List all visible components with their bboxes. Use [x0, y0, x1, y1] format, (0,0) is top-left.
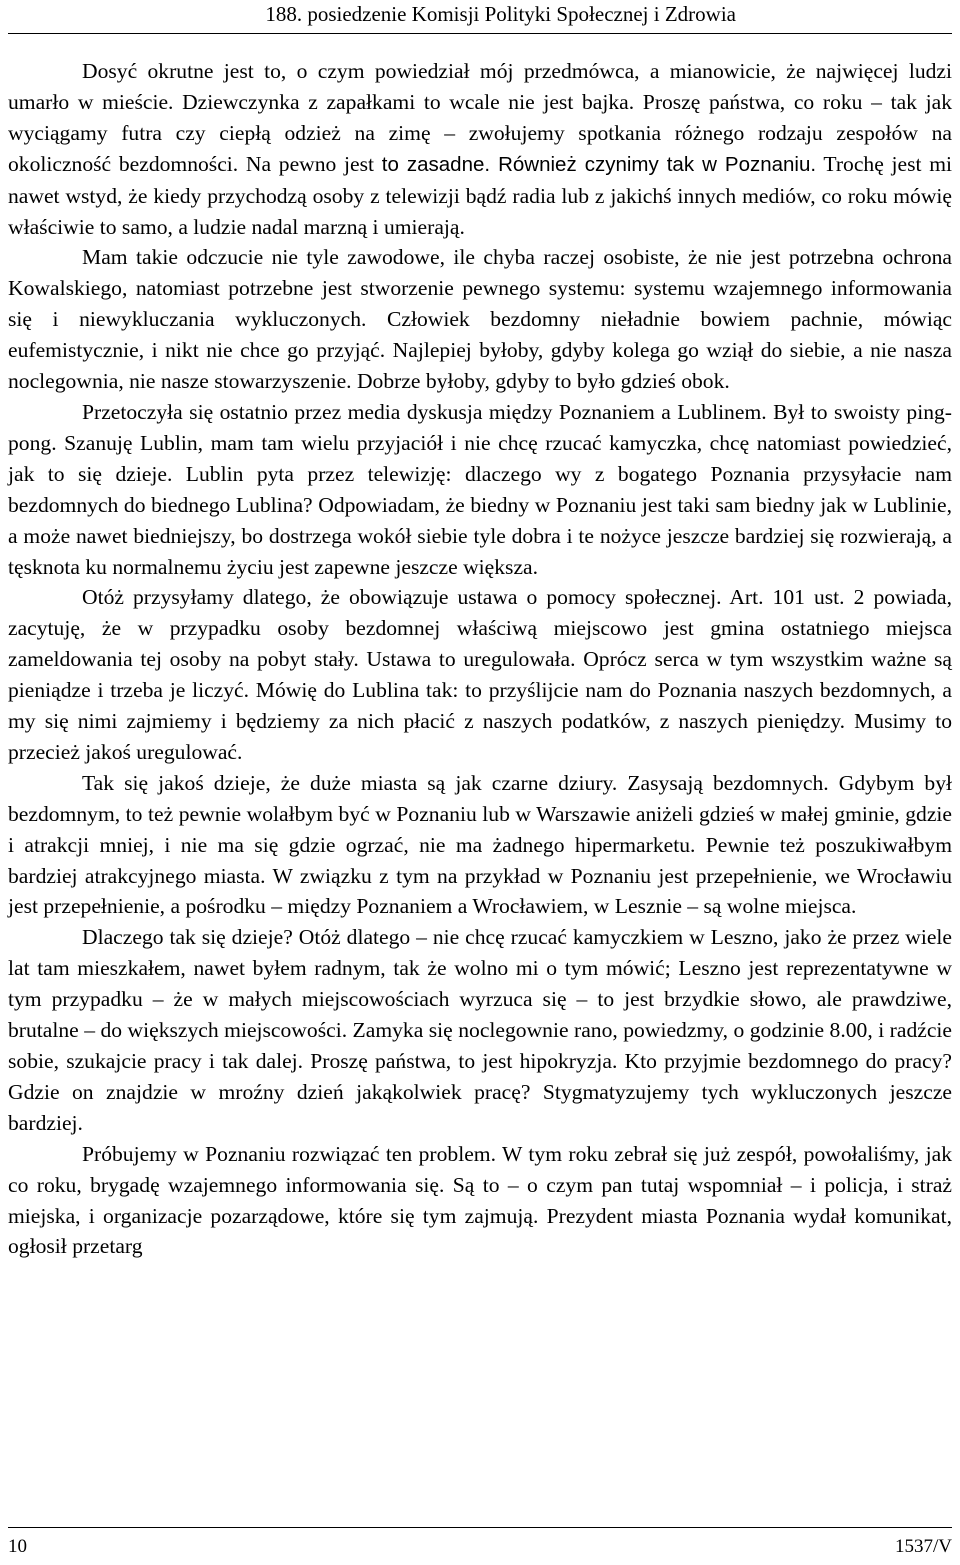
paragraph-4: Otóż przysyłamy dlatego, że obowiązuje ustawa o pomocy społecznej. Art. 101 ust. 2 powiada, zacytuję, że w przypadku osoby bezdomnej właściwą miejscowo jest gmina ostatniego miejsca zameldowania tej osoby na pobyt stały. Ustawa to uregulowała. Oprócz serca w tym wszystkim ważne są pieniądze i trzeba je liczyć. Mówię do Lublina tak: to przyślijcie nam do Poznania naszych bezdomnych, a my się nimi zajmiemy i będziemy za nich płacić z naszych podatków, z naszych pieniędzy. Musimy to przecież jakoś uregulować.: [8, 585, 952, 764]
page-number: 10: [8, 1536, 27, 1557]
paragraph-7: Próbujemy w Poznaniu rozwiązać ten problem. W tym roku zebrał się już zespół, powołaliśmy, jak co roku, brygadę wzajemnego informowania się. Są to – o czym pan tutaj wspomniał – i policja, i straż miejska, i organizacje pozarządowe, które się tym zajmują. Prezydent miasta Poznania wydał komunikat, ogłosił przetarg: [8, 1141, 952, 1259]
running-header-title: 188. posiedzenie Komisji Polityki Społecznej i Zdrowia: [265, 2, 736, 26]
document-code: 1537/V: [895, 1536, 952, 1557]
document-body: [8, 56, 952, 1262]
paragraph-3: Przetoczyła się ostatnio przez media dyskusja między Poznaniem a Lublinem. Był to swoisty ping-pong. Szanuję Lublin, mam tam wielu przyjaciół i nie chcę rzucać kamyczka, chcę natomiast powiedzieć, jak to się dzieje. Lublin pyta przez telewizję: dlaczego wy z bogatego Poznania przysyłacie nam bezdomnych do biednego Lublina? Odpowiadam, że biedny w Poznaniu jest taki sam biedny jak w Lublinie, a może nawet biedniejszy, bo dostrzega wokół siebie tyle dobra i te nożyce jeszcze bardziej się rozwierają, a tęsknota ku normalnemu życiu jest zapewne jeszcze większa.: [8, 399, 952, 579]
paragraph-6: Dlaczego tak się dzieje? Otóż dlatego – nie chcę rzucać kamyczkiem w Leszno, jako że przez wiele lat tam mieszkałem, nawet byłem radnym, tak że wolno mi o tym mówić; Leszno jest reprezentatywne w tym przypadku – że w małych miejscowościach wyrzuca się – to jest brzydkie słowo, ale prawdziwe, brutalne – do większych miejscowości. Zamyka się noclegownie rano, powiedzmy, o godzinie 8.00, i radźcie sobie, szukajcie pracy i tak dalej. Proszę państwa, to jest hipokryzja. Kto przyjmie bezdomnego do pracy? Gdzie on znajdzie w mroźny dzień jakąkolwiek pracę? Stygmatyzujemy tych wykluczonych jeszcze bardziej.: [8, 925, 952, 1135]
paragraph-1-text-start: Dosyć okrutne jest to, o czym powiedział mój przedmówca, a mianowicie, że najwięcej ludzi umarło w mieście. Dziewczynka z zapałkami to wcale nie jest bajka. Proszę państwa, co roku – tak jak wyciągamy futra czy ciepłą odzież na zimę – zwołujemy spotkania różnego rodzaju zespołów na okoliczność bezdomności. Na pewno jest: [8, 59, 952, 176]
paragraph-5: Tak się jakoś dzieje, że duże miasta są jak czarne dziury. Zasysają bezdomnych. Gdybym był bezdomnym, to też pewnie wolałbym być w Poznaniu lub w Warszawie aniżeli gdzieś w małej gminie, gdzie i atrakcji mniej, i nie ma się gdzie ogrzać, nie ma żadnego hipermarketu. Pewnie też poszukiwałbym bardziej atrakcyjnego miasta. W związku z tym na przykład w Poznaniu jest przepełnienie, we Wrocławiu jest przepełnienie, a pośrodku – między Poznaniem a Wrocławiem, w Lesznie – są wolne miejsca.: [8, 770, 952, 919]
header-divider: [8, 33, 952, 34]
footer-divider: [8, 1527, 952, 1528]
paragraph-2: Mam takie odczucie nie tyle zawodowe, ile chyba raczej osobiste, że nie jest potrzebna ochrona Kowalskiego, natomiast potrzebne jest stworzenie pewnego systemu: systemu wzajemnego informowania się i niewykluczania wykluczonych. Człowiek bezdomny nieładnie bowiem pachnie, mówiąc eufemistycznie, i nikt nie chce go przyjąć. Najlepiej byłoby, gdyby kolega go wziął do siebie, a nie nasza noclegownia, nie nasze stowarzyszenie. Dobrze byłoby, gdyby to było gdzieś obok.: [8, 245, 952, 394]
paragraph-1: [8, 56, 952, 242]
page-header: [0, 0, 960, 36]
paragraph-1-sans-fragment: to zasadne. Również czynimy tak w Poznaniu.: [381, 152, 817, 176]
paragraph-1-text-end: Trochę jest mi nawet wstyd, że kiedy przychodzą osoby z telewizji bądź radia lub z jakichś innych mediów, co roku mówię właściwie to samo, a ludzie nadal marzną i umierają.: [8, 151, 952, 239]
